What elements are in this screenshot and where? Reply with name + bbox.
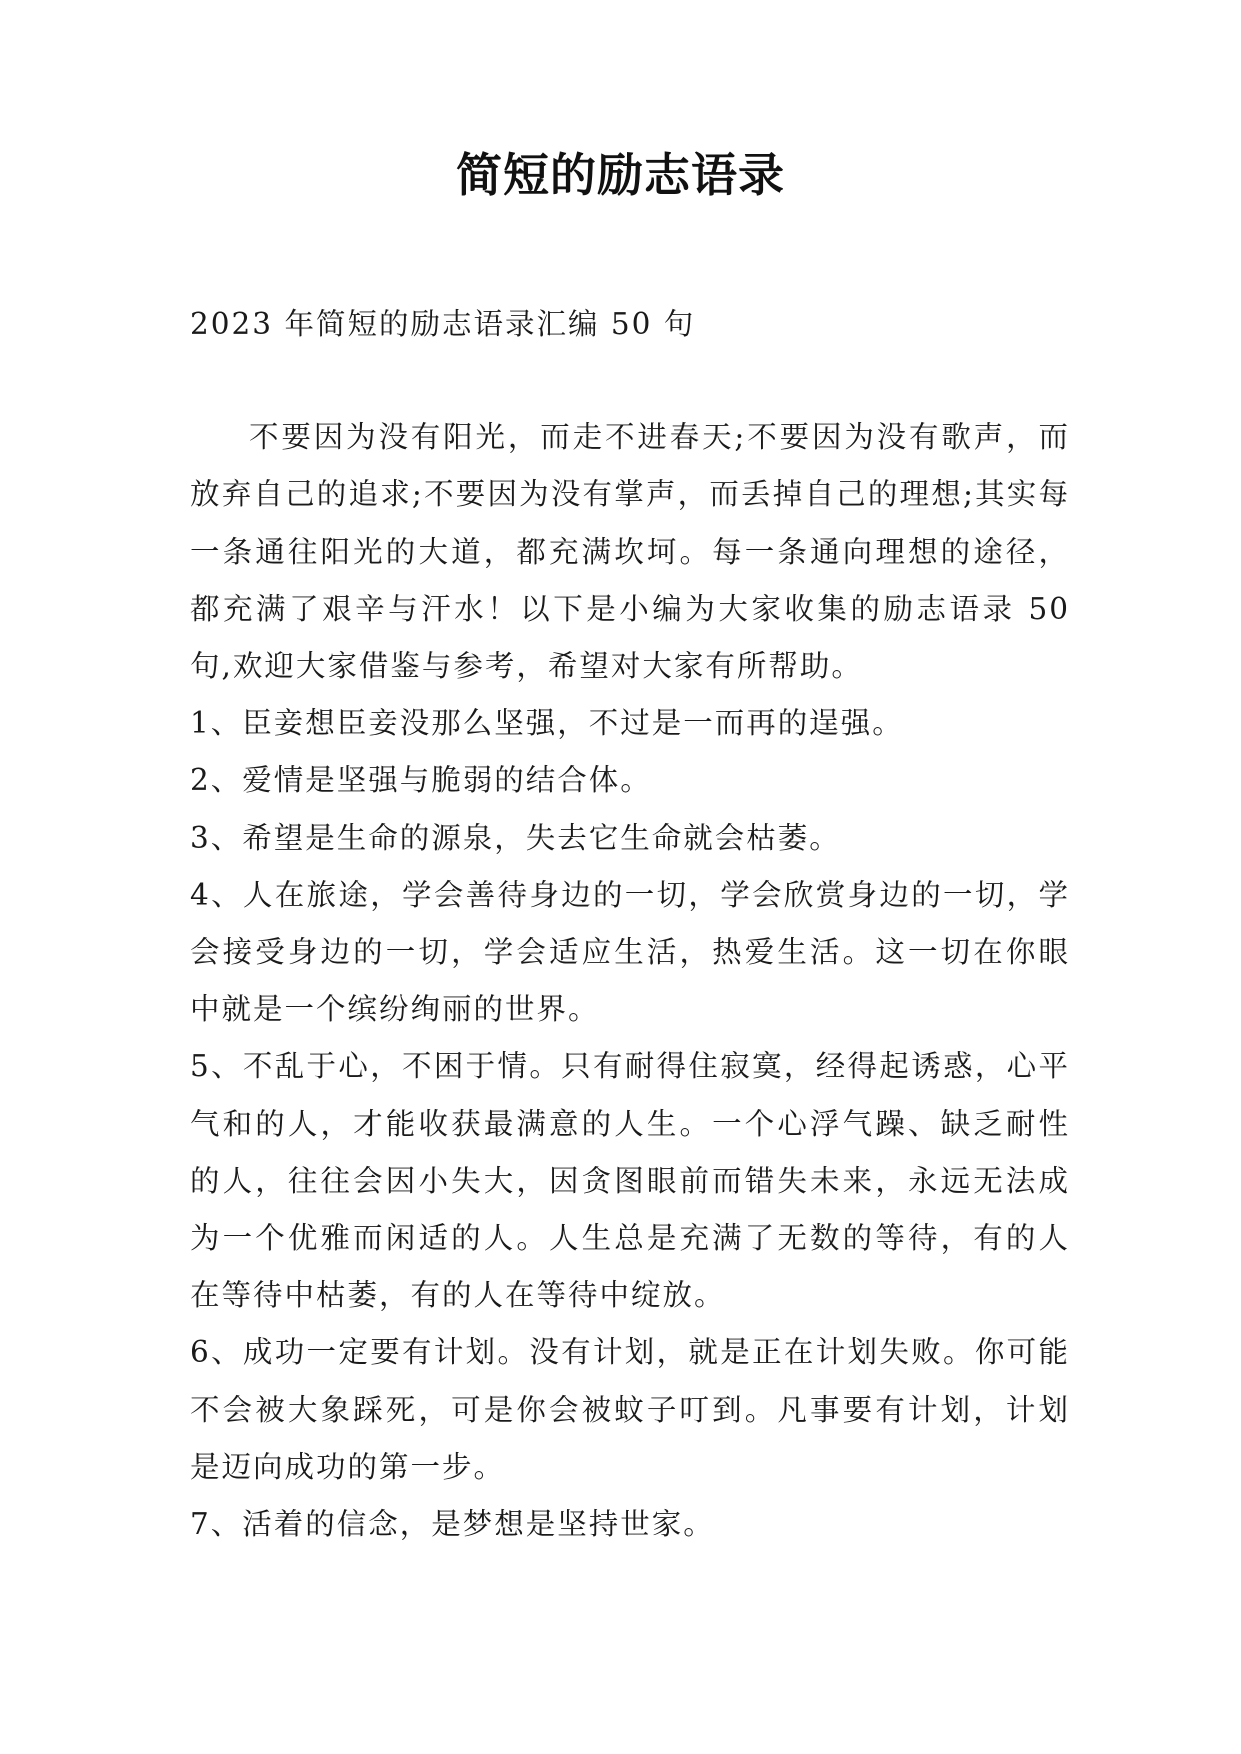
quote-item-5: 5、不乱于心，不困于情。只有耐得住寂寞，经得起诱惑，心平气和的人，才能收获最满意的人生。一个心浮气躁、缺乏耐性的人，往往会因小失大，因贪图眼前而错失未来，永远无法成为一个优雅而闲适的人。人生总是充满了无数的等待，有的人在等待中枯萎，有的人在等待中绽放。 <box>190 1049 1070 1313</box>
document-subtitle: 2023 年简短的励志语录汇编 50 句 <box>190 307 696 341</box>
quote-item-7: 7、活着的信念，是梦想是坚持世家。 <box>190 1507 715 1542</box>
document-body <box>190 296 1070 1553</box>
quote-item-1: 1、臣妾想臣妾没那么坚强，不过是一而再的逞强。 <box>190 706 904 741</box>
document-title: 简短的励志语录 <box>456 148 785 202</box>
quote-item-6: 6、成功一定要有计划。没有计划，就是正在计划失败。你可能不会被大象踩死，可是你会被蚊子叮到。凡事要有计划，计划是迈向成功的第一步。 <box>190 1335 1070 1484</box>
quote-item-4: 4、人在旅途，学会善待身边的一切，学会欣赏身边的一切，学会接受身边的一切，学会适应生活，热爱生活。这一切在你眼中就是一个缤纷绚丽的世界。 <box>190 877 1070 1027</box>
quote-item-2: 2、爱情是坚强与脆弱的结合体。 <box>190 763 652 798</box>
quote-item-3: 3、希望是生命的源泉，失去它生命就会枯萎。 <box>190 820 841 855</box>
intro-paragraph: 不要因为没有阳光，而走不进春天;不要因为没有歌声，而放弃自己的追求;不要因为没有掌声，而丢掉自己的理想;其实每一条通往阳光的大道，都充满坎坷。每一条通向理想的途径，都充满了艰辛与汗水！以下是小编为大家收集的励志语录 50 句,欢迎大家借鉴与参考，希望对大家有所帮助。 <box>190 420 1070 684</box>
